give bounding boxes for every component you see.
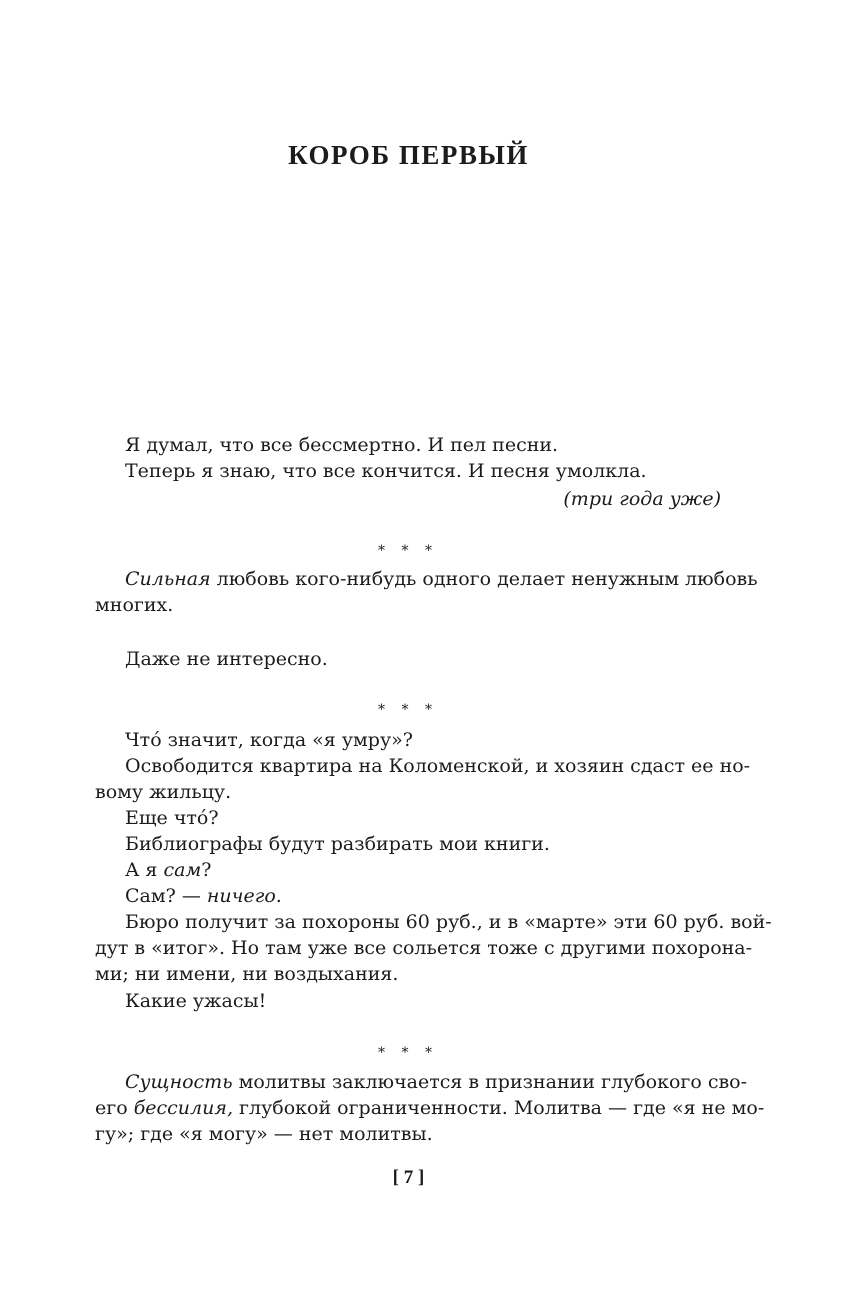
text-span: А я bbox=[125, 859, 164, 881]
emphasis: ничего. bbox=[206, 885, 282, 907]
text-line: Какие ужасы! bbox=[125, 990, 267, 1012]
text-line: Теперь я знаю, что все кончится. И песня умолкла. bbox=[125, 460, 647, 482]
text-line: ми; ни имени, ни воздыхания. bbox=[95, 963, 399, 985]
text-line: Еще что́? bbox=[125, 807, 219, 829]
text-span: молитвы заключается в признании глубокого сво- bbox=[232, 1071, 748, 1093]
text-line bbox=[95, 1069, 748, 1095]
emphasis: Сильная bbox=[125, 568, 211, 590]
text-line bbox=[95, 857, 721, 883]
text-line bbox=[95, 566, 758, 592]
text-line: Даже не интересно. bbox=[125, 648, 328, 670]
text-line: многих. bbox=[95, 594, 174, 616]
text-line: Я думал, что все бессмертно. И пел песни. bbox=[125, 434, 559, 456]
text-line: гу»; где «я могу» — нет молитвы. bbox=[95, 1123, 433, 1145]
text-line: Освободится квартира на Коломенской, и хозяин сдаст ее но- bbox=[125, 755, 751, 777]
emphasis: бессилия, bbox=[133, 1097, 234, 1119]
text-line: Что́ значит, когда «я умру»? bbox=[125, 729, 413, 751]
text-span: его bbox=[95, 1097, 134, 1119]
page-number: [ 7 ] bbox=[392, 1167, 425, 1188]
section-separator: * * * bbox=[378, 1045, 438, 1061]
emphasis: Сущность bbox=[125, 1071, 233, 1093]
emphasis: сам bbox=[163, 859, 202, 881]
text-line: дут в «итог». Но там уже все сольется тоже с другими похорона- bbox=[95, 937, 753, 959]
text-line bbox=[95, 883, 721, 909]
section-separator: * * * bbox=[378, 543, 438, 559]
section-separator: * * * bbox=[378, 702, 438, 718]
text-line: Библиографы будут разбирать мои книги. bbox=[125, 833, 550, 855]
date-note: (три года уже) bbox=[563, 488, 721, 510]
text-line: вому жильцу. bbox=[95, 781, 232, 803]
chapter-title: КОРОБ ПЕРВЫЙ bbox=[288, 140, 529, 170]
text-line: Бюро получит за похороны 60 руб., и в «марте» эти 60 руб. вой- bbox=[125, 911, 772, 933]
text-span: глубокой ограниченности. Молитва — где «я не мо- bbox=[233, 1097, 765, 1119]
text-line bbox=[95, 1095, 765, 1121]
text-span: ? bbox=[201, 859, 212, 881]
text-span: любовь кого-нибудь одного делает ненужным любовь bbox=[210, 568, 758, 590]
text-span: Сам? — bbox=[125, 885, 207, 907]
